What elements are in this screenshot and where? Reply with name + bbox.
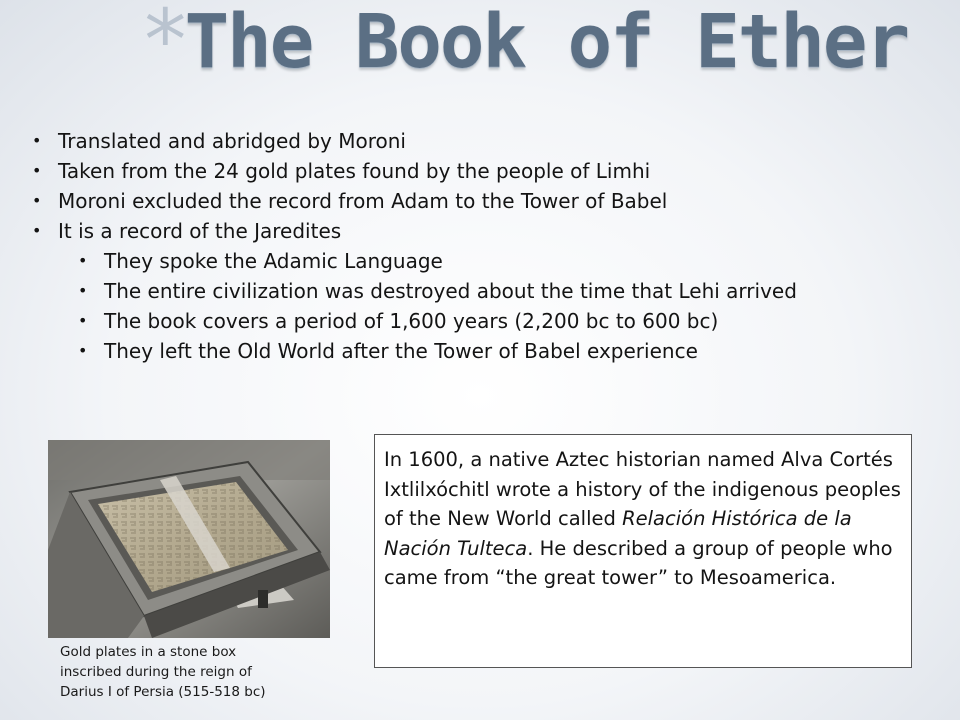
sub-bullet-item: • They left the Old World after the Tower of Babel experience: [24, 336, 944, 366]
photo-caption: Gold plates in a stone box inscribed during the reign of Darius I of Persia (515-518 bc): [60, 644, 266, 700]
gold-plates-photo: [48, 440, 330, 638]
sub-bullet-item: • They spoke the Adamic Language: [24, 246, 944, 276]
bullet-item: • Taken from the 24 gold plates found by the people of Limhi: [24, 156, 944, 186]
bullet-dot-icon: •: [32, 191, 42, 210]
bullet-list: [24, 126, 944, 366]
bullet-dot-icon: •: [32, 161, 42, 180]
sub-bullet-item: • The book covers a period of 1,600 years (2,200 bc to 600 bc): [24, 306, 944, 336]
title-asterisk: *: [140, 0, 191, 89]
bullet-item: • It is a record of the Jaredites: [24, 216, 944, 246]
book-title-italic: Relación Histórica de la Nación Tulteca: [384, 507, 852, 560]
sub-bullet-item: • The entire civilization was destroyed about the time that Lehi arrived: [24, 276, 944, 306]
bullet-dot-icon: •: [78, 341, 88, 360]
title-text: The Book of Ether: [184, 0, 908, 85]
bullet-dot-icon: •: [78, 311, 88, 330]
slide-title: [140, 0, 908, 89]
bullet-dot-icon: •: [32, 221, 42, 240]
gold-plates-image-icon: [48, 440, 330, 638]
bullet-dot-icon: •: [78, 251, 88, 270]
bullet-item: • Moroni excluded the record from Adam to the Tower of Babel: [24, 186, 944, 216]
bullet-item: • Translated and abridged by Moroni: [24, 126, 944, 156]
bullet-dot-icon: •: [32, 131, 42, 150]
aztec-historian-textbox: In 1600, a native Aztec historian named Alva Cortés Ixtlilxóchitl wrote a history of the indigenous peoples of the New World called Relación Histórica de la Nación Tulteca. He described a group of people who came from “the great tower” to Mesoamerica.: [374, 434, 912, 668]
bullet-dot-icon: •: [78, 281, 88, 300]
